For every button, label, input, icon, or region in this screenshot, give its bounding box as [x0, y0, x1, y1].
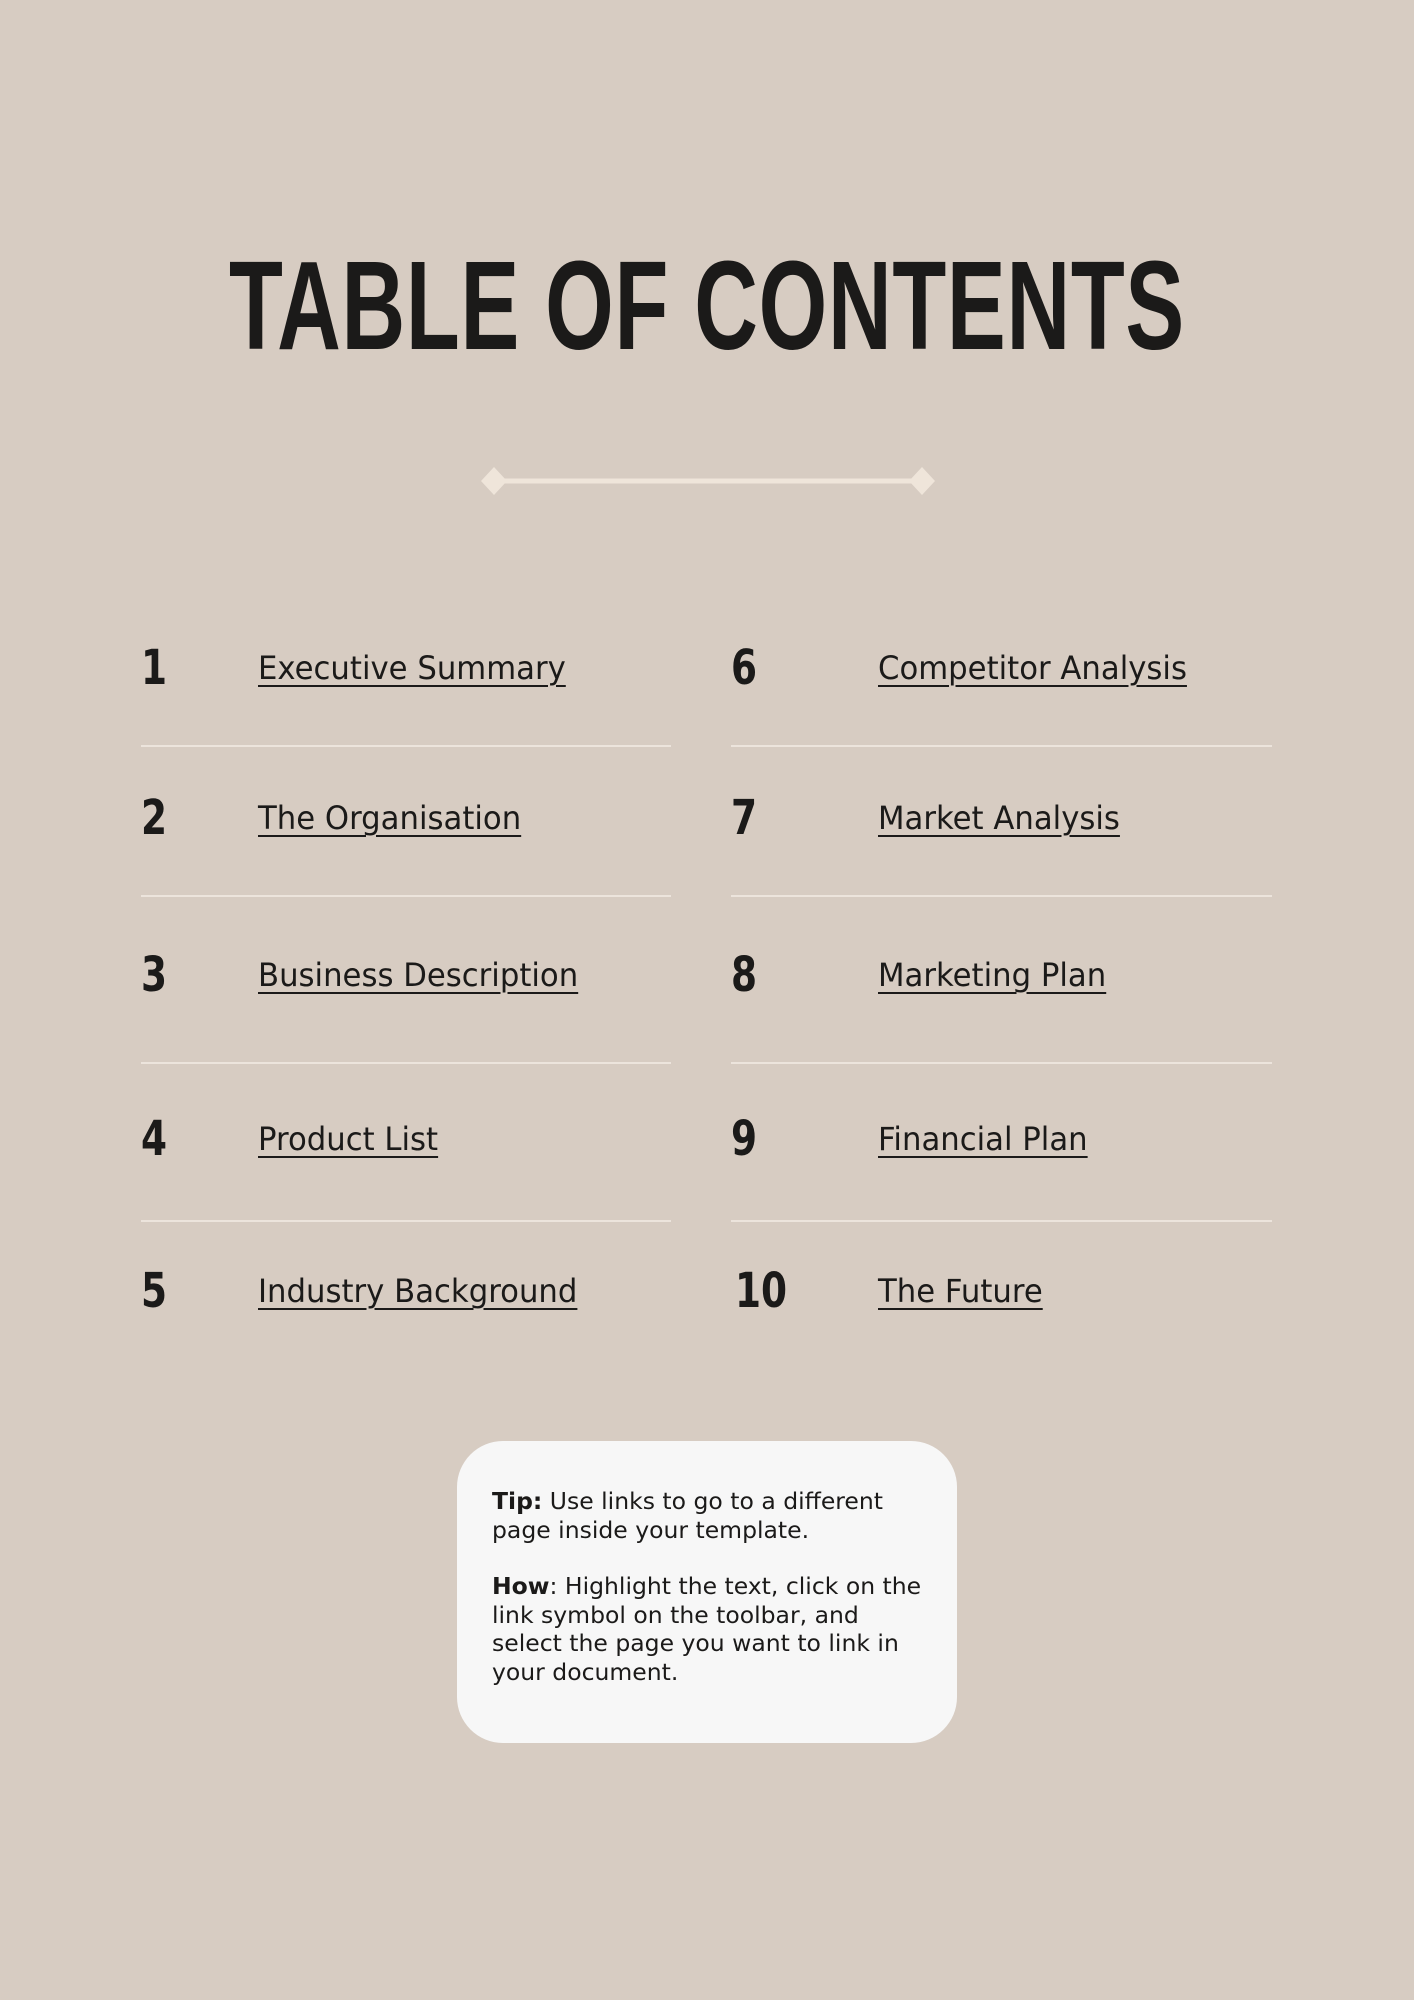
toc-item-6: [731, 628, 1272, 708]
toc-item-2: [141, 778, 671, 858]
toc-link-the-organisation[interactable]: The Organisation: [258, 799, 522, 837]
toc-link-executive-summary[interactable]: Executive Summary: [258, 649, 566, 687]
toc-divider: [731, 745, 1272, 747]
toc-divider: [731, 1220, 1272, 1222]
toc-divider: [141, 1062, 671, 1064]
toc-divider: [141, 745, 671, 747]
toc-link-the-future[interactable]: The Future: [878, 1272, 1043, 1310]
toc-item-3: [141, 935, 671, 1015]
how-paragraph: [492, 1572, 923, 1686]
toc-item-4: [141, 1099, 671, 1179]
toc-item-9: [731, 1099, 1272, 1179]
how-text: : Highlight the text, click on the link symbol on the toolbar, and select the page you want to link in your document.: [492, 1572, 922, 1686]
toc-link-product-list[interactable]: Product List: [258, 1120, 439, 1158]
toc-item-1: [141, 628, 671, 708]
toc-number: 4: [141, 1111, 168, 1167]
toc-number: 7: [731, 790, 758, 846]
toc-number: 10: [735, 1263, 788, 1319]
toc-divider: [731, 895, 1272, 897]
toc-number: 6: [731, 640, 758, 696]
toc-link-competitor-analysis[interactable]: Competitor Analysis: [878, 649, 1187, 687]
tip-paragraph: [492, 1487, 923, 1544]
tip-label: Tip:: [492, 1487, 543, 1515]
toc-item-7: [731, 778, 1272, 858]
toc-number: 2: [141, 790, 168, 846]
how-label: How: [492, 1572, 550, 1600]
toc-item-5: [141, 1251, 671, 1331]
toc-item-10: [731, 1251, 1272, 1331]
toc-number: 3: [141, 947, 168, 1003]
toc-divider: [731, 1062, 1272, 1064]
page-title: TABLE OF CONTENTS: [229, 235, 1185, 376]
toc-item-8: [731, 935, 1272, 1015]
tip-card: [457, 1441, 957, 1743]
toc-link-marketing-plan[interactable]: Marketing Plan: [878, 956, 1107, 994]
tip-text: Use links to go to a different page inside your template.: [492, 1487, 883, 1544]
toc-number: 5: [141, 1263, 168, 1319]
toc-link-business-description[interactable]: Business Description: [258, 956, 579, 994]
toc-number: 9: [731, 1111, 758, 1167]
toc-number: 1: [141, 640, 168, 696]
toc-number: 8: [731, 947, 758, 1003]
toc-divider: [141, 1220, 671, 1222]
toc-divider: [141, 895, 671, 897]
toc-link-industry-background[interactable]: Industry Background: [258, 1272, 578, 1310]
toc-link-market-analysis[interactable]: Market Analysis: [878, 799, 1120, 837]
toc-link-financial-plan[interactable]: Financial Plan: [878, 1120, 1088, 1158]
